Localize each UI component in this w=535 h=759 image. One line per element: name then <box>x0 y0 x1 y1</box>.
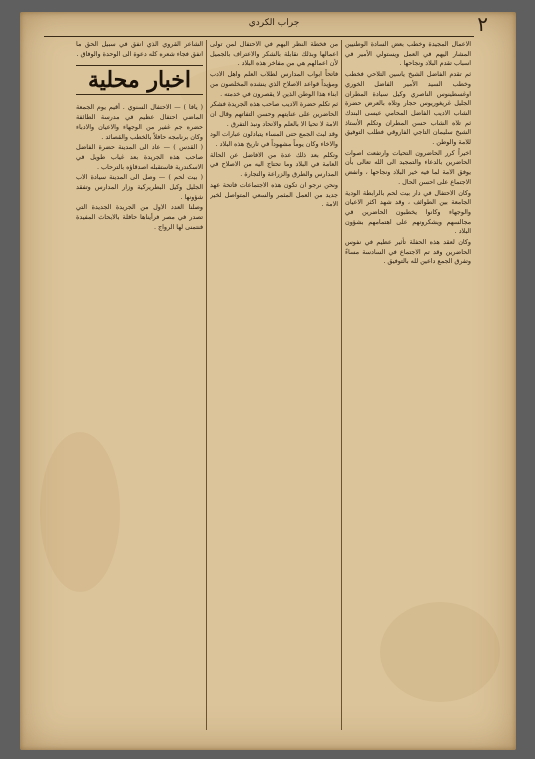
paragraph: ونحن نرجو ان تكون هذه الاجتماعات فاتحة عهد جديد من العمل المثمر والسعي المتواصل لخير الامة . <box>210 180 338 209</box>
page-header <box>44 14 494 38</box>
paragraph: الاعمال المجيدة وخطب بعض السادة الوطنيين المشار اليهم في العمل ويستولي الأمير في اسباب تقدم البلاد ونجاحها . <box>345 40 471 68</box>
paragraph: وكان الاحتفال في دار بيت لحم بالرابطة الودية الجامعة بين الطوائف ، وقد شهد اكثر الاعيان والوجهاء وكانوا يخطبون الحاضرين في مجالسهم ويشكرونهم على اهتمامهم بشؤون البلاد . <box>345 188 471 236</box>
paragraph: من فخطة النظر اليهم في الاحتفال لمن تولى اعمالها وبذلك نقابلة بالشكر والاعتراف بالجميل لأن اعمالهم هي من مفاخر هذه البلاد . <box>210 40 338 68</box>
paragraph: الشاعر القروي الذي انفق في سبيل الحق ما انفق فجاء شعره كله دعوة الى الوحدة والوفاق . <box>76 40 203 58</box>
column-right <box>345 40 471 730</box>
column-middle <box>210 40 338 730</box>
column-divider <box>341 40 342 730</box>
masthead: جراب الكردي <box>248 18 300 28</box>
paragraph: ( يافا ) — الاحتفال السنوي . أقيم يوم الجمعة الماضي احتفال عظيم في مدرسة الطائفة حضره جم غفير من الوجهاء والاعيان والادباء وكان برنامجه حافلاً بالخطب والقصائد . <box>76 103 203 141</box>
section-title: اخبار محلية <box>76 65 203 95</box>
page-number: ٢ <box>477 12 488 36</box>
paragraph: وتكلم بعد ذلك عدة من الافاضل عن الحالة العامة في البلاد وما تحتاج اليه من الاصلاح في المدارس والطرق والزراعة والتجارة . <box>210 150 338 179</box>
column-left <box>76 40 203 730</box>
paragraph: ثم تقدم الفاضل الشيخ ياسين التلاحي فخطب وخطب السيد الأمير الفاضل الخوري اوغسطينوس الناصري وكيل سيادة المطران الجليل غريغوريوس حجار وتلاه بالعرض حضرة الشاب الاديب الفاضل المحامي عيسى البندك ثم تلاه الشاب حسن المطران وتكلم الأستاذ الشيخ سليمان التاجي الفاروقي فطلب التوفيق للامة والوطن . <box>345 70 471 147</box>
paragraph: اخيراً كرر الحاضرون التحيات وارتفعت اصوات الحاضرين بالدعاء والتمجيد الى الله تعالى بأن يوفق الامة لما فيه خير البلاد ونجاحها ، وانفض الاجتماع على احسن الحال . <box>345 148 471 186</box>
header-rule <box>44 36 474 37</box>
paragraph: ( القدس ) — عاد الى المدينة حضرة الفاضل صاحب هذه الجريدة بعد غياب طويل في الاسكندرية فاستقبله اصدقاؤه بالترحاب . <box>76 143 203 171</box>
paragraph: ( بيت لحم ) — وصل الى المدينة سيادة الاب الجليل وكيل البطريركية وزار المدارس وتفقد شؤونها . <box>76 173 203 201</box>
paragraph: وكان لعقد هذه الحفلة تأثير عظيم في نفوس الحاضرين وقد تم الاجتماع في السادسة مساءً وتفرق الجمع داعين لله بالتوفيق . <box>345 238 471 266</box>
paragraph: وصلنا العدد الاول من الجريدة الجديدة التي تصدر في مصر فرأيناها حافلة بالابحاث المفيدة فنتمنى لها الرواج . <box>76 203 203 231</box>
paragraph: وقد لبث الجمع حتى المساء يتبادلون عبارات الود والاخاء وكان يوماً مشهوداً في تاريخ هذه البلاد . <box>210 130 338 149</box>
paragraph: فاتحاً ابواب المدارس لطلاب العلم واهل الادب ومؤيداً قواعد الاصلاح الذي ينشده المخلصون من ابناء هذا الوطن الذين لا يقصرون في خدمته . <box>210 70 338 98</box>
column-divider <box>206 40 207 730</box>
paragraph: ثم تكلم حضرة الاديب صاحب هذه الجريدة فشكر الحاضرين على عنايتهم وحسن التفاتهم وقال ان الامة لا تحيا الا بالعلم والاتحاد ونبذ التفرق . <box>210 100 338 128</box>
